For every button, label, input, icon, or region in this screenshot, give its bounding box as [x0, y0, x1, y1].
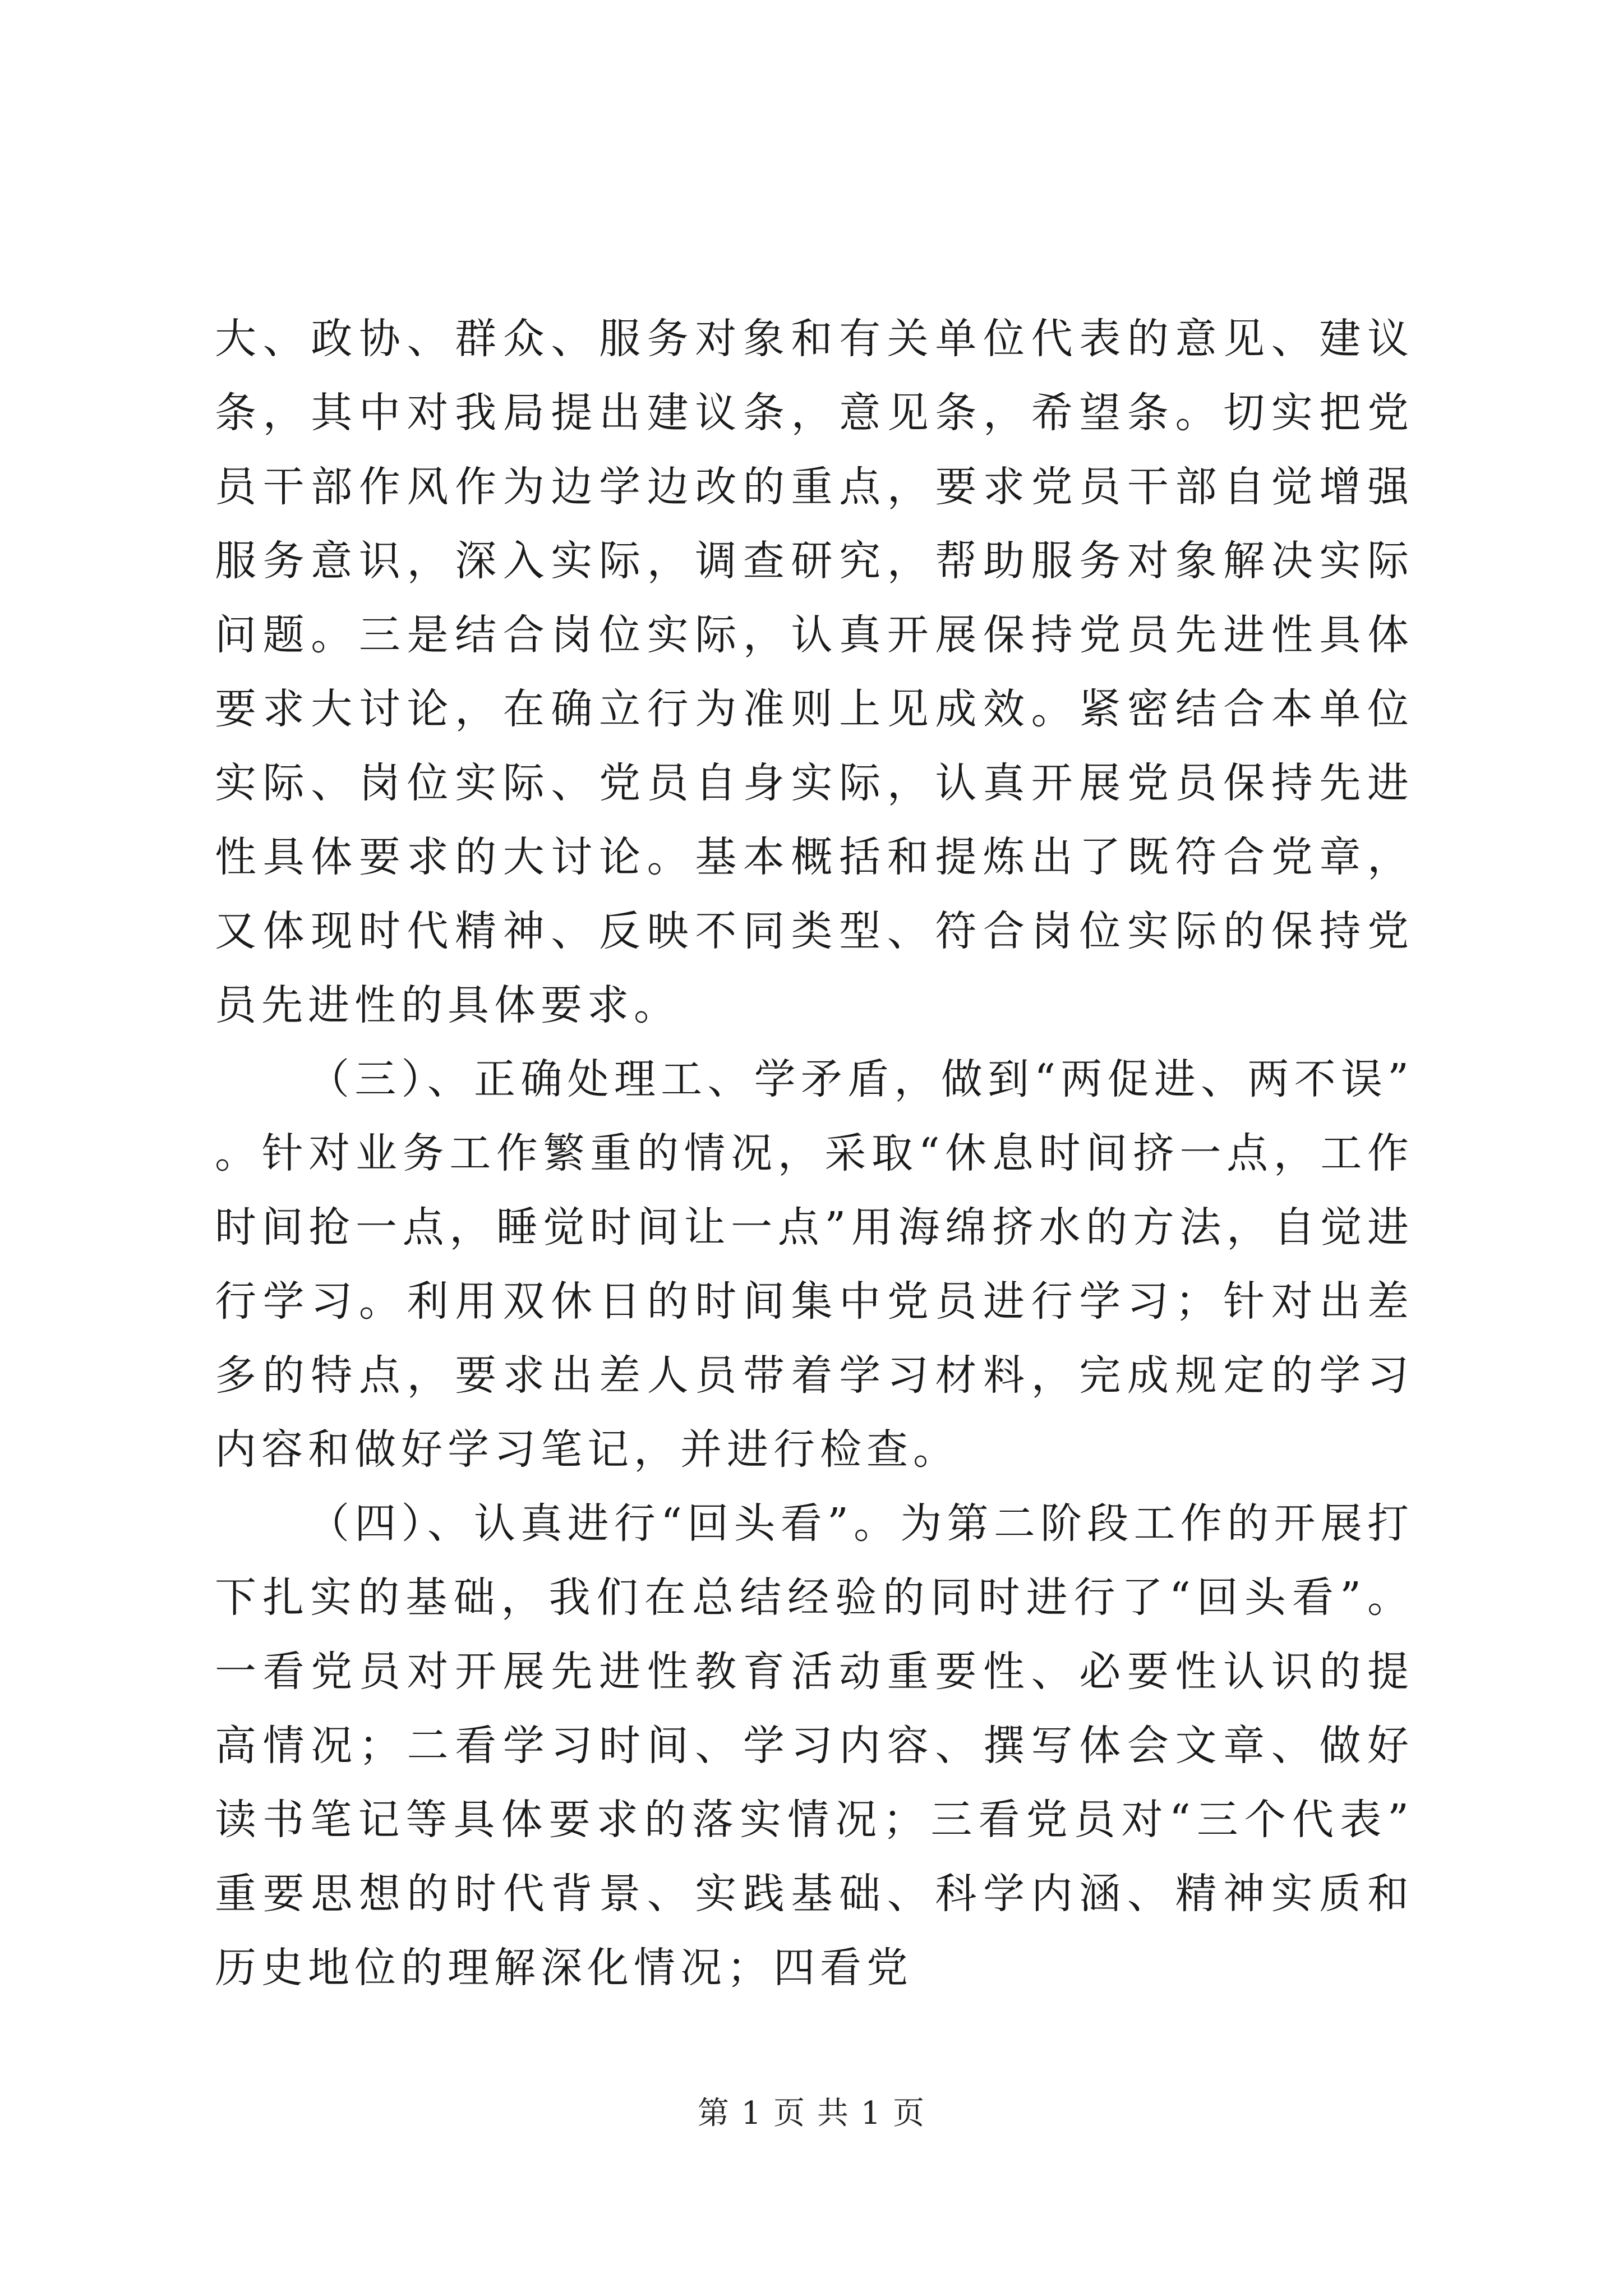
paragraph-section-four: （四）、认真进行“回头看”。为第二阶段工作的开展打下扎实的基础，我们在总结经验的同时进行了“回头看”。一看党员对开展先进性教育活动重要性、必要性认识的提高情况；二看学习时间、学习内容、撰写体会文章、做好读书笔记等具体要求的落实情况；三看党员对“三个代表”重要思想的时代背景、实践基础、科学内涵、精神实质和历史地位的理解深化情况；四看党 [215, 1499, 1414, 1992]
paragraph-continued: 大、政协、群众、服务对象和有关单位代表的意见、建议条，其中对我局提出建议条，意见条，希望条。切实把党员干部作风作为边学边改的重点，要求党员干部自觉增强服务意识，深入实际，调查研究，帮助服务对象解决实际问题。三是结合岗位实际，认真开展保持党员先进性具体要求大讨论，在确立行为准则上见成效。紧密结合本单位实际、岗位实际、党员自身实际，认真开展党员保持先进性具体要求的大讨论。基本概括和提炼出了既符合党章，又体现时代精神、反映不同类型、符合岗位实际的保持党员先进性的具体要求。 [215, 315, 1414, 1029]
document-body [215, 302, 1414, 2005]
paragraph-section-three: （三）、正确处理工、学矛盾，做到“两促进、两不误”。针对业务工作繁重的情况，采取“休息时间挤一点，工作时间抢一点，睡觉时间让一点”用海绵挤水的方法，自觉进行学习。利用双休日的时间集中党员进行学习；针对出差多的特点，要求出差人员带着学习材料，完成规定的学习内容和做好学习笔记，并进行检查。 [215, 1055, 1414, 1474]
page-number-footer: 第 1 页 共 1 页 [697, 2095, 926, 2132]
